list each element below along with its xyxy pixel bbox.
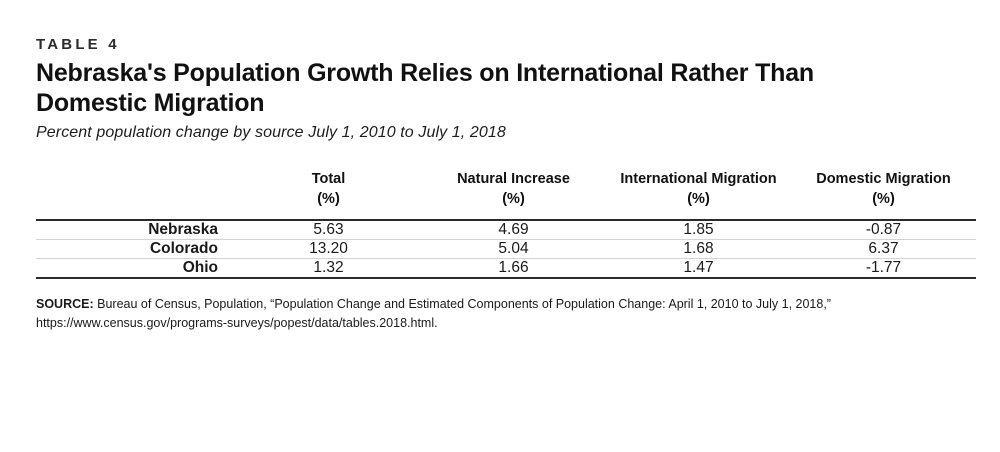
cell-nebraska-natural-increase: 4.69 [421,220,606,240]
cell-nebraska-international-migration: 1.85 [606,220,791,240]
cell-colorado-international-migration: 1.68 [606,240,791,259]
column-header-international-migration-name: International Migration [620,171,777,187]
page-subtitle: Percent population change by source July 1, 2010 to July 1, 2018 [36,124,506,141]
table-header [36,170,976,220]
cell-ohio-total: 1.32 [236,259,421,279]
row-label-ohio: Ohio [36,259,236,279]
page-title: Nebraska's Population Growth Relies on International Rather Than Domestic Migration [36,59,814,117]
table-row [36,259,976,279]
cell-colorado-domestic-migration: 6.37 [791,240,976,259]
source-note [36,295,976,333]
row-label-nebraska: Nebraska [36,220,236,240]
source-text: Bureau of Census, Population, “Population Change and Estimated Components of Population Change: April 1, 2010 to July 1, 2018,” [97,297,831,312]
column-header-blank [36,170,236,220]
column-header-total [236,170,421,220]
column-header-natural-increase-name: Natural Increase [457,171,570,187]
cell-ohio-natural-increase: 1.66 [421,259,606,279]
column-header-total-name: Total [311,171,346,187]
column-header-natural-increase-unit: (%) [502,190,525,207]
table-body [36,220,976,278]
data-table [36,170,976,279]
cell-colorado-total: 13.20 [236,240,421,259]
table-row [36,240,976,259]
row-label-colorado: Colorado [36,240,236,259]
cell-colorado-natural-increase: 5.04 [421,240,606,259]
column-header-domestic-migration [791,170,976,220]
table-row [36,220,976,240]
cell-ohio-international-migration: 1.47 [606,259,791,279]
column-header-international-migration-unit: (%) [687,190,710,207]
cell-ohio-domestic-migration: -1.77 [791,259,976,279]
table-number-label: TABLE 4 [36,36,120,53]
cell-nebraska-total: 5.63 [236,220,421,240]
column-header-international-migration [606,170,791,220]
source-label: SOURCE: [36,297,94,312]
column-header-domestic-migration-unit: (%) [872,190,895,207]
column-header-total-unit: (%) [317,190,340,207]
cell-nebraska-domestic-migration: -0.87 [791,220,976,240]
column-header-natural-increase [421,170,606,220]
source-url[interactable]: https://www.census.gov/programs-surveys/popest/data/tables.2018.html. [36,315,438,330]
column-header-domestic-migration-name: Domestic Migration [816,171,951,187]
